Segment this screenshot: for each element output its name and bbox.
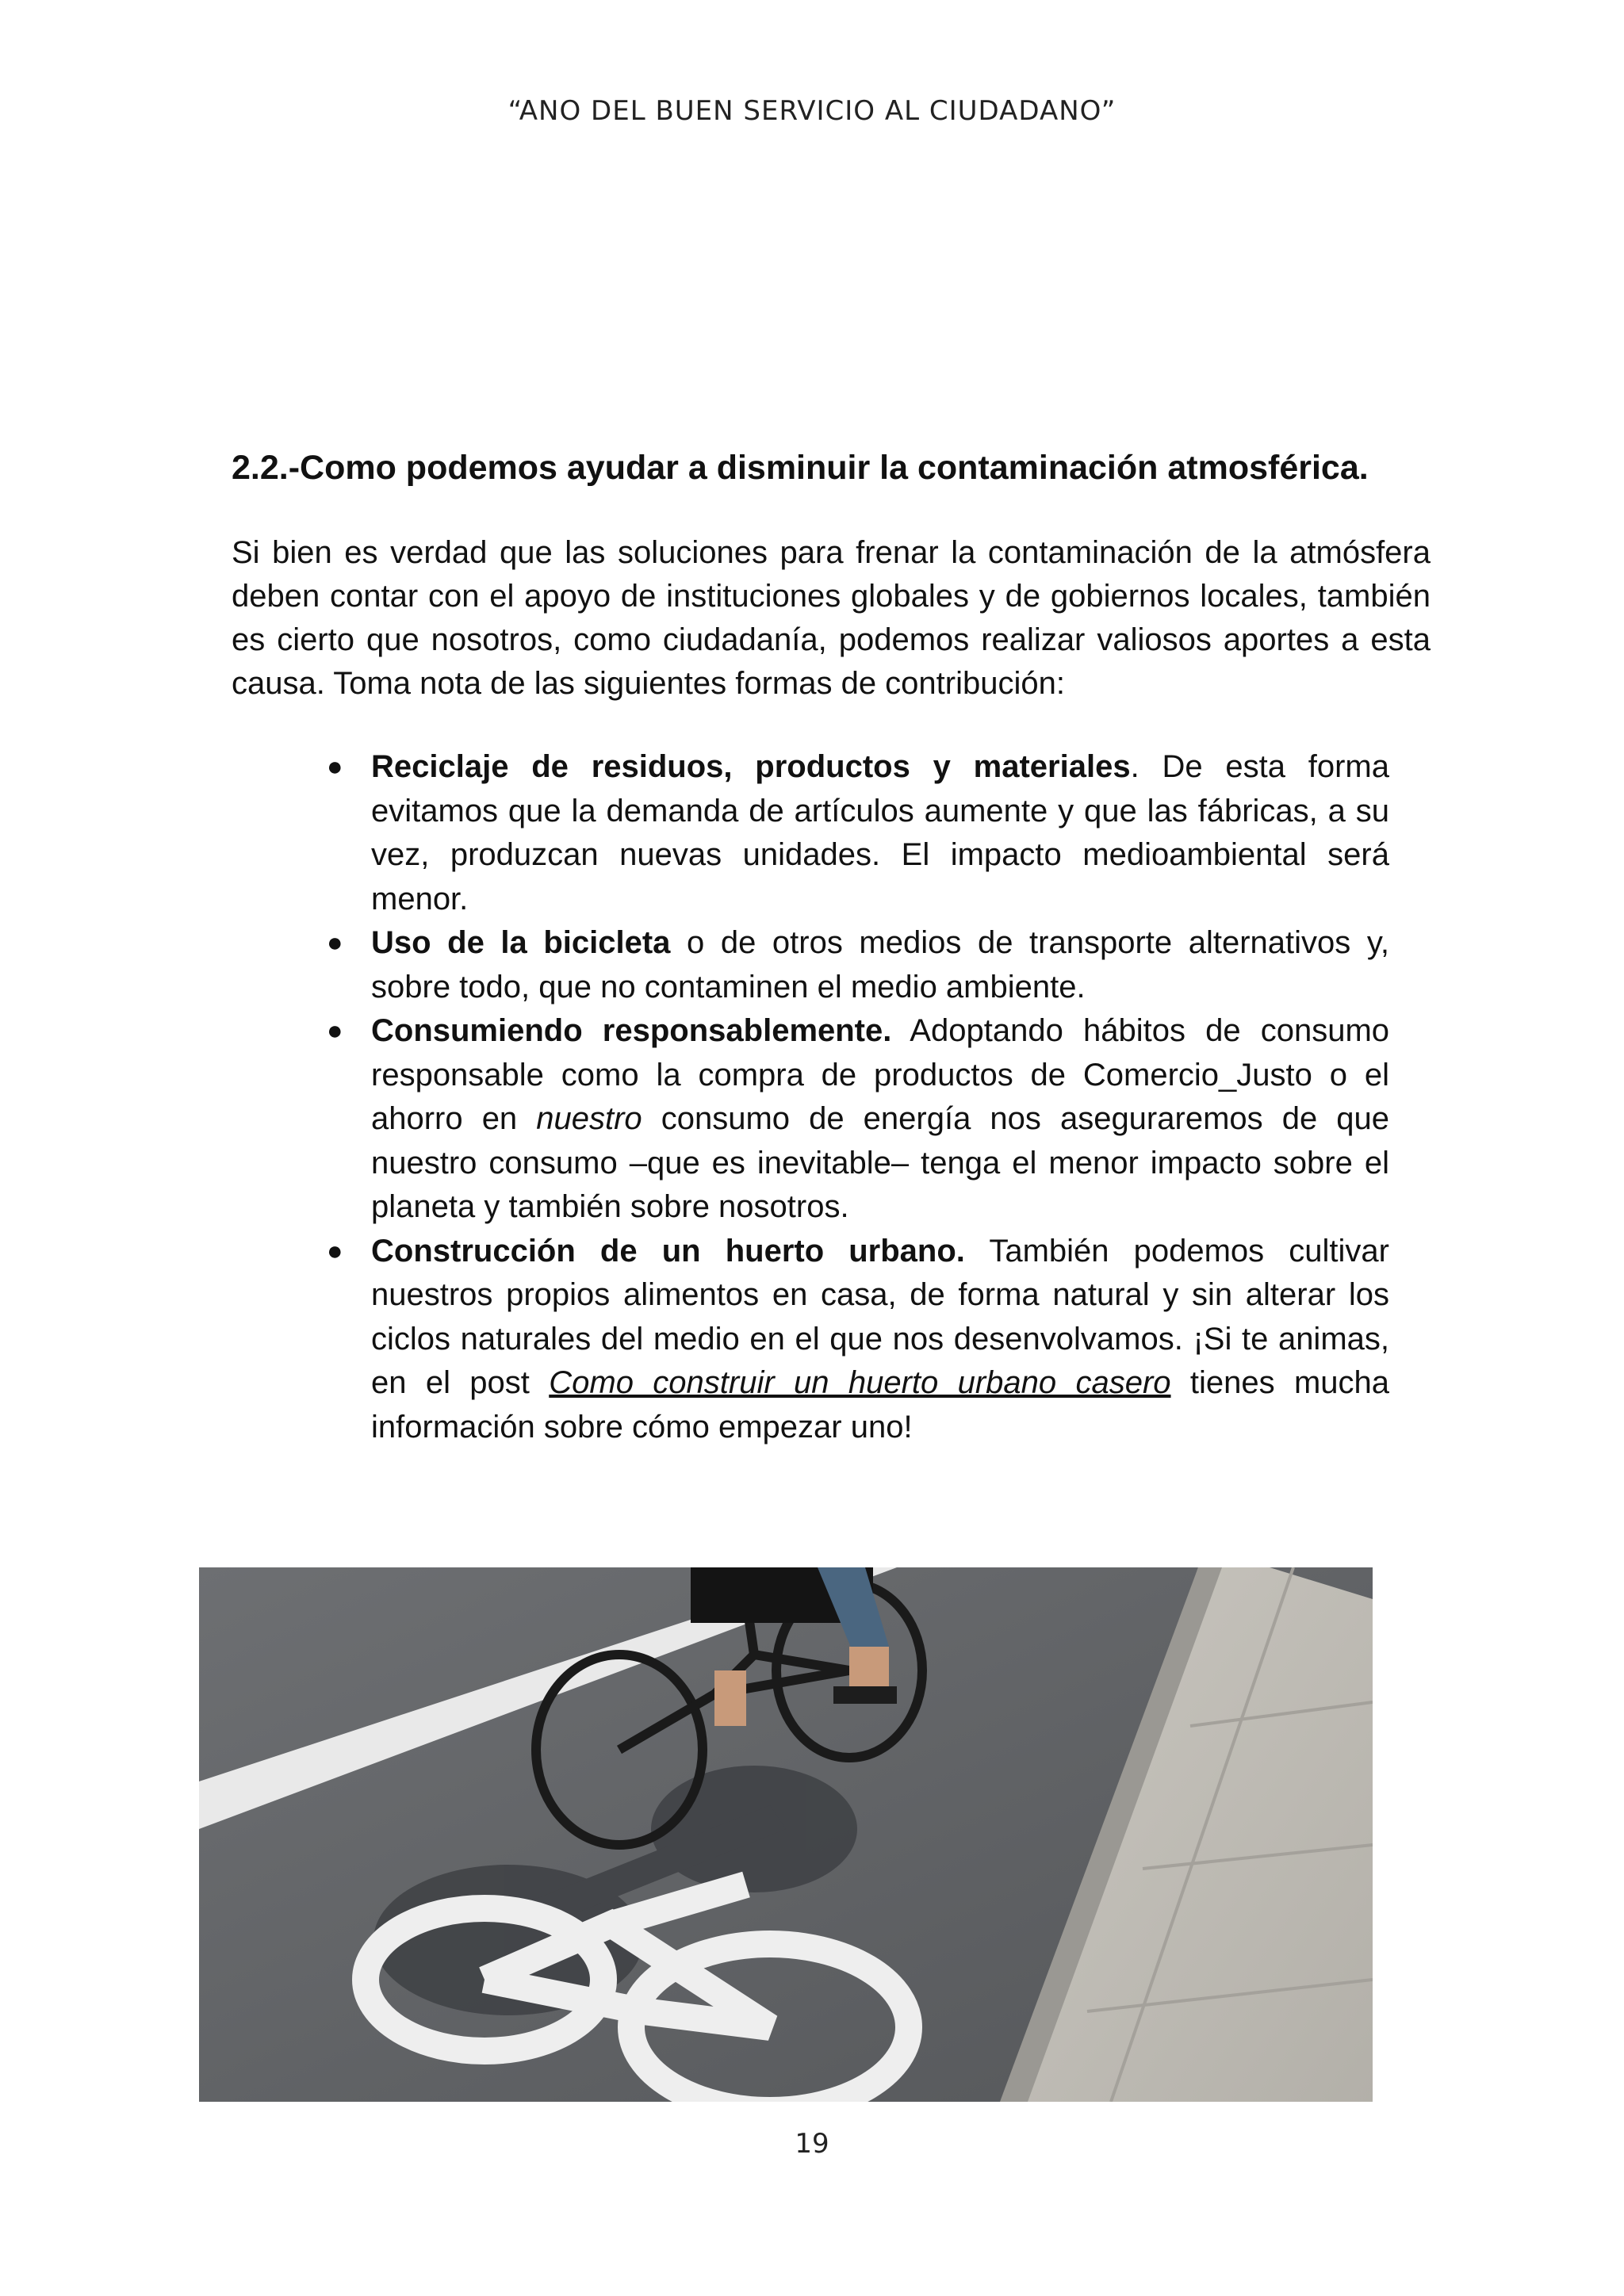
list-item-bicycle <box>317 921 1389 1009</box>
list-item-text: tienes mucha información sobre cómo empezar uno! <box>371 1365 1389 1445</box>
list-item-recycling <box>317 745 1389 921</box>
list-item-text: Adoptando hábitos de consumo responsable como la compra de productos de Comercio_Justo o el ahorro en <box>371 1013 1390 1136</box>
list-item-italic-word: nuestro <box>536 1101 642 1136</box>
bullet-icon: ● <box>327 928 343 958</box>
page-number: 19 <box>795 2128 829 2160</box>
bullet-icon: ● <box>327 752 343 782</box>
list-item-urban-garden <box>317 1230 1389 1450</box>
contribution-list <box>317 745 1389 1449</box>
list-item-text: consumo de energía nos aseguraremos de que nuestro consumo –que es inevitable– tenga el menor impacto sobre el planeta y también sobre nosotros. <box>371 1101 1389 1224</box>
list-item-heading: Construcción de un huerto urbano. <box>371 1233 965 1269</box>
bicycle-lane-photo <box>199 1567 1373 2102</box>
bullet-icon: ● <box>327 1235 343 1266</box>
list-item-text: . De esta forma evitamos que la demanda de artículos aumente y que las fábricas, a su vez, produzcan nuevas unidades. El impacto medioambiental será menor. <box>371 749 1389 916</box>
list-item-heading: Consumiendo responsablemente. <box>371 1013 892 1048</box>
running-header: “ANO DEL BUEN SERVICIO AL CIUDADANO” <box>508 95 1116 127</box>
urban-garden-post-link[interactable]: Como construir un huerto urbano casero <box>549 1365 1171 1400</box>
section-title: 2.2.-Como podemos ayudar a disminuir la contaminación atmosférica. <box>232 449 1369 487</box>
list-item-heading: Uso de la bicicleta <box>371 925 671 960</box>
bicycle-lane-illustration <box>199 1567 1373 2102</box>
list-item-responsible-consumption <box>317 1009 1389 1230</box>
list-item-heading: Reciclaje de residuos, productos y materiales <box>371 749 1131 784</box>
list-item-text: o de otros medios de transporte alternativos y, sobre todo, que no contaminen el medio ambiente. <box>371 925 1389 1004</box>
bullet-icon: ● <box>327 1016 343 1046</box>
list-item-text: También podemos cultivar nuestros propios alimentos en casa, de forma natural y sin alterar los ciclos naturales del medio en el que nos desenvolvamos. ¡Si te animas, en el post <box>371 1233 1390 1400</box>
intro-paragraph: Si bien es verdad que las soluciones para frenar la contaminación de la atmósfera deben contar con el apoyo de instituciones globales y de gobiernos locales, también es cierto que nosotros, como ciudadanía, podemos realizar valiosos aportes a esta causa. Toma nota de las siguientes formas de contribución: <box>232 535 1431 701</box>
